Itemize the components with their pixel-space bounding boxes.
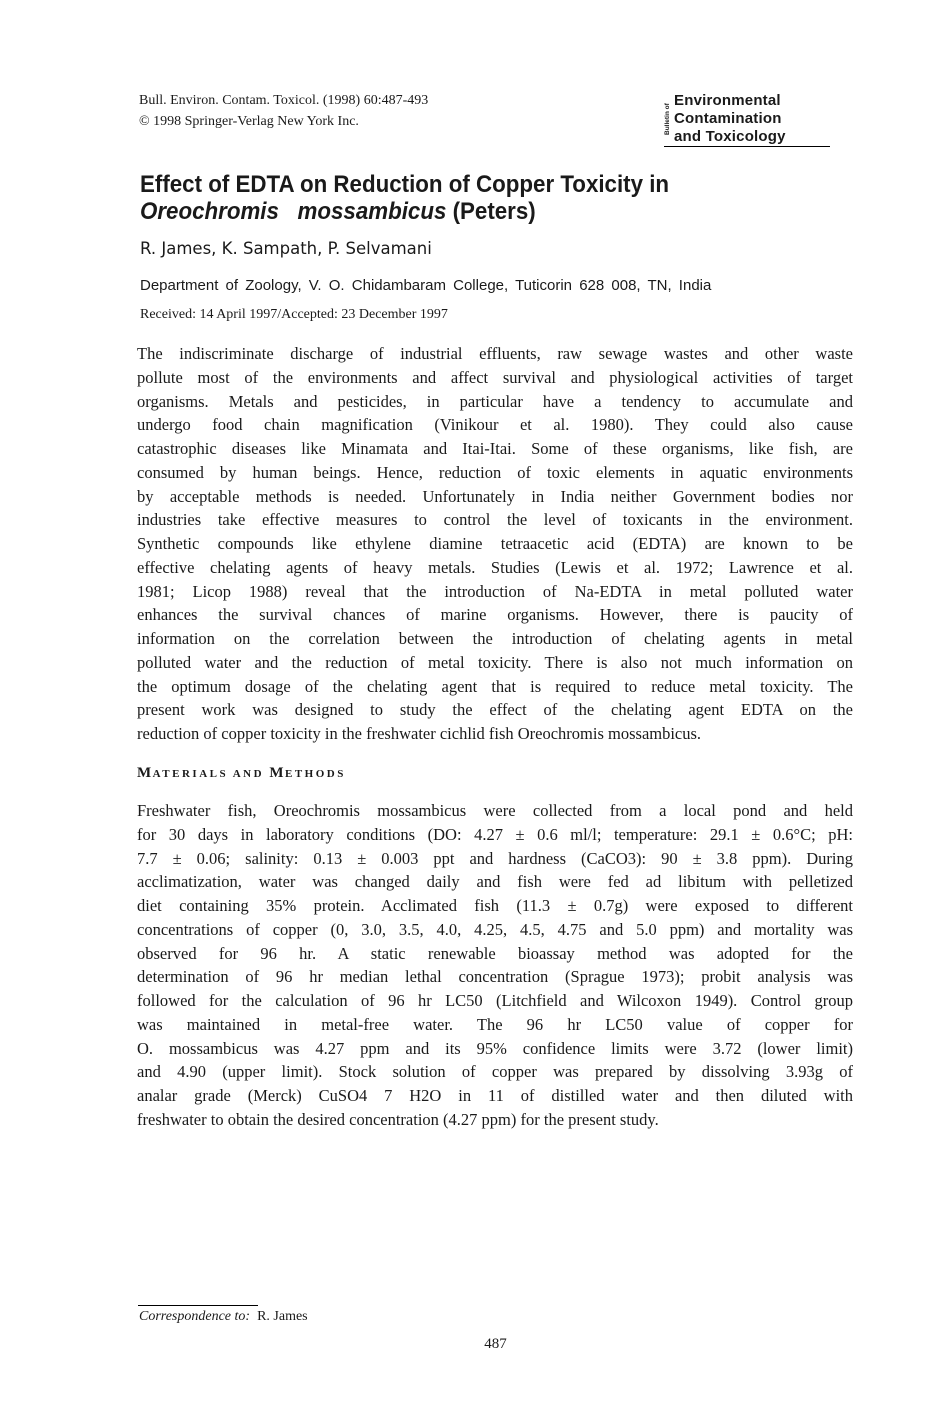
logo-line: Contamination [674, 110, 782, 127]
text-line: present work was designed to study the effect of the chelating agent EDTA on the [137, 700, 853, 720]
text-line: diet containing 35% protein. Acclimated fish (11.3 ± 0.7g) were exposed to different [137, 896, 853, 915]
text-line: determination of 96 hr median lethal concentration (Sprague 1973); probit analysis was [137, 967, 853, 987]
text-line: catastrophic diseases like Minamata and Itai-Itai. Some of these organisms, like fish, are [137, 439, 853, 458]
text-line: effective chelating agents of heavy metals. Studies (Lewis et al. 1972; Lawrence et al. [137, 557, 853, 577]
received-dates: Received: 14 April 1997/Accepted: 23 December 1997 [140, 307, 448, 322]
text-line: enhances the survival chances of marine organisms. However, there is paucity of [137, 605, 853, 625]
correspondence-note [139, 1309, 308, 1325]
text-line: undergo food chain magnification (Vinikour et al. 1980). They could also cause [137, 415, 853, 435]
title-suffix: (Peters) [446, 198, 536, 225]
text-line: freshwater to obtain the desired concentration (4.27 ppm) for the present study. [137, 1109, 659, 1129]
text-line: polluted water and the reduction of metal toxicity. There is also not much information on [137, 652, 853, 672]
text-line: information on the correlation between the introduction of chelating agents in metal [137, 629, 853, 648]
title-line-2 [140, 198, 791, 225]
text-line: observed for 96 hr. A static renewable bioassay method was adopted for the [137, 943, 853, 963]
heading-initial: M [137, 765, 153, 781]
methods-paragraph [137, 799, 853, 1132]
text-line: industries take effective measures to control the level of toxicants in the environment. [137, 510, 853, 530]
text-line: 7.7 ± 0.06; salinity: 0.13 ± 0.003 ppt and hardness (CaCO3): 90 ± 3.8 ppm). During [137, 848, 853, 868]
text-line: 1981; Licop 1988) reveal that the introduction of Na-EDTA in metal polluted water [137, 581, 853, 601]
heading-smallcaps: ETHODS [285, 768, 346, 780]
logo-prefix: Bulletin of [664, 103, 671, 135]
correspondence-label: Correspondence to: [139, 1309, 251, 1324]
correspondence-name: R. James [257, 1309, 308, 1324]
text-line: O. mossambicus was 4.27 ppm and its 95% confidence limits were 3.72 (lower limit) [137, 1038, 853, 1058]
article-title [140, 171, 791, 225]
logo-underline [664, 146, 830, 147]
journal-logo [664, 94, 830, 144]
citation-line: Bull. Environ. Contam. Toxicol. (1998) 60:487-493 [139, 93, 429, 108]
footnote-rule [138, 1305, 258, 1306]
journal-citation [139, 90, 428, 132]
title-line-1: Effect of EDTA on Reduction of Copper Toxicity in [140, 171, 670, 198]
authors: R. James, K. Sampath, P. Selvamani [140, 239, 432, 258]
text-line: Freshwater fish, Oreochromis mossambicus were collected from a local pond and held [137, 801, 853, 820]
text-line: and 4.90 (upper limit). Stock solution of copper was prepared by dissolving 3.93g of [137, 1062, 853, 1082]
text-line: concentrations of copper (0, 3.0, 3.5, 4.0, 4.25, 4.5, 4.75 and 5.0 ppm) and mortality was [137, 919, 853, 939]
heading-initial: M [269, 765, 285, 781]
section-heading [137, 765, 346, 782]
text-line: organisms. Metals and pesticides, in particular have a tendency to accumulate and [137, 391, 853, 411]
text-line: analar grade (Merck) CuSO4 7 H2O in 11 of distilled water and then diluted with [137, 1086, 853, 1105]
text-line: acclimatization, water was changed daily and fish were fed ad libitum with pelletized [137, 872, 853, 892]
text-line: The indiscriminate discharge of industrial effluents, raw sewage wastes and other waste [137, 344, 853, 363]
heading-smallcaps: ATERIALS AND [152, 768, 270, 780]
affiliation: Department of Zoology, V. O. Chidambaram College, Tuticorin 628 008, TN, India [140, 277, 712, 294]
text-line: the optimum dosage of the chelating agent that is required to reduce metal toxicity. The [137, 676, 853, 696]
text-line: Synthetic compounds like ethylene diamine tetraacetic acid (EDTA) are known to be [137, 534, 853, 553]
text-line: pollute most of the environments and affect survival and physiological activities of target [137, 367, 853, 387]
logo-line: Environmental [674, 92, 781, 109]
title-species: Oreochromis mossambicus [140, 198, 447, 225]
copyright-line: © 1998 Springer-Verlag New York Inc. [139, 114, 359, 129]
text-line: by acceptable methods is needed. Unfortunately in India neither Government bodies nor [137, 486, 853, 506]
text-line: was maintained in metal-free water. The 96 hr LC50 value of copper for [137, 1014, 853, 1034]
page-number: 487 [484, 1336, 507, 1352]
text-line: followed for the calculation of 96 hr LC50 (Litchfield and Wilcoxon 1949). Control group [137, 991, 853, 1010]
intro-paragraph [137, 342, 853, 746]
text-line: consumed by human beings. Hence, reduction of toxic elements in aquatic environments [137, 462, 853, 482]
text-line: reduction of copper toxicity in the freshwater cichlid fish Oreochromis mossambicus. [137, 724, 702, 743]
logo-line: and Toxicology [674, 128, 786, 145]
text-line: for 30 days in laboratory conditions (DO: 4.27 ± 0.6 ml/l; temperature: 29.1 ± 0.6°C; pH: [137, 824, 853, 844]
